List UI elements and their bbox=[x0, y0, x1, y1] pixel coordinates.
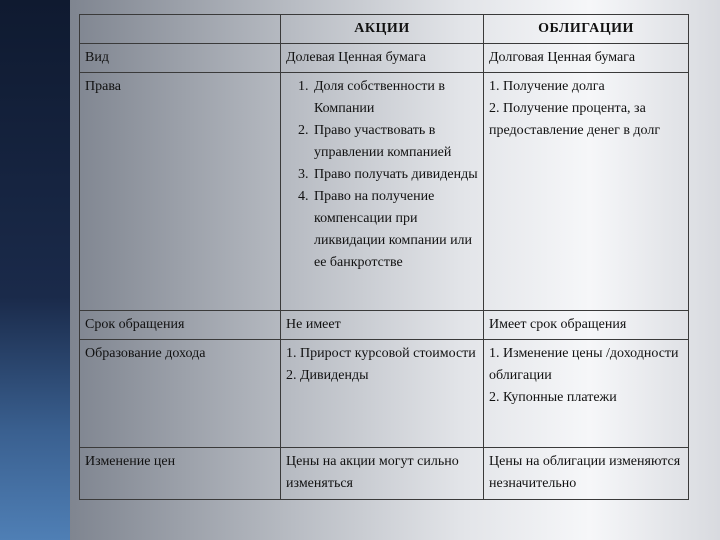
list-item: 2. Право участвовать в управлении компанией bbox=[312, 120, 478, 164]
table-row bbox=[80, 44, 689, 73]
cell-shares-type bbox=[281, 44, 484, 73]
cell-shares-income bbox=[281, 340, 484, 448]
left-decorative-bar bbox=[0, 0, 70, 540]
cell-text: Долговая Ценная бумага bbox=[489, 50, 636, 65]
cell-text: 2. Дивиденды bbox=[286, 368, 369, 383]
cell-text: Имеет срок обращения bbox=[489, 317, 627, 332]
cell-text: Цены на облигации изменяются незначительно bbox=[489, 454, 681, 491]
row-label-price-change: Изменение цен bbox=[80, 448, 281, 500]
cell-text: Не имеет bbox=[286, 317, 341, 332]
list-item: 1. Доля собственности в Компании bbox=[312, 76, 478, 120]
table-row bbox=[80, 340, 689, 448]
cell-shares-rights bbox=[281, 73, 484, 311]
cell-shares-price-change bbox=[281, 448, 484, 500]
header-bonds: ОБЛИГАЦИИ bbox=[484, 15, 689, 44]
header-shares: АКЦИИ bbox=[281, 15, 484, 44]
cell-text: 2. Купонные платежи bbox=[489, 390, 617, 405]
header-empty bbox=[80, 15, 281, 44]
row-label-term: Срок обращения bbox=[80, 311, 281, 340]
table-row bbox=[80, 73, 689, 311]
cell-shares-term bbox=[281, 311, 484, 340]
list-item: 4. Право на получение компенсации при ликвидации компании или ее банкротстве bbox=[312, 186, 478, 274]
cell-bonds-rights bbox=[484, 73, 689, 311]
row-label-rights: Права bbox=[80, 73, 281, 311]
row-label-income: Образование дохода bbox=[80, 340, 281, 448]
cell-text: Цены на акции могут сильно изменяться bbox=[286, 454, 459, 491]
cell-text: 2. Получение процента, за предоставление денег в долг bbox=[489, 101, 661, 138]
shares-rights-list bbox=[286, 76, 478, 274]
cell-bonds-term bbox=[484, 311, 689, 340]
cell-text: 1. Получение долга bbox=[489, 79, 605, 94]
list-item: 3. Право получать дивиденды bbox=[312, 164, 478, 186]
comparison-table bbox=[79, 14, 689, 500]
cell-bonds-type bbox=[484, 44, 689, 73]
cell-bonds-income bbox=[484, 340, 689, 448]
table-header-row bbox=[80, 15, 689, 44]
table-row bbox=[80, 448, 689, 500]
cell-bonds-price-change bbox=[484, 448, 689, 500]
cell-text: 1. Изменение цены /доходности облигации bbox=[489, 346, 679, 383]
row-label-type: Вид bbox=[80, 44, 281, 73]
cell-text: 1. Прирост курсовой стоимости bbox=[286, 346, 476, 361]
cell-text: Долевая Ценная бумага bbox=[286, 50, 426, 65]
table-row bbox=[80, 311, 689, 340]
